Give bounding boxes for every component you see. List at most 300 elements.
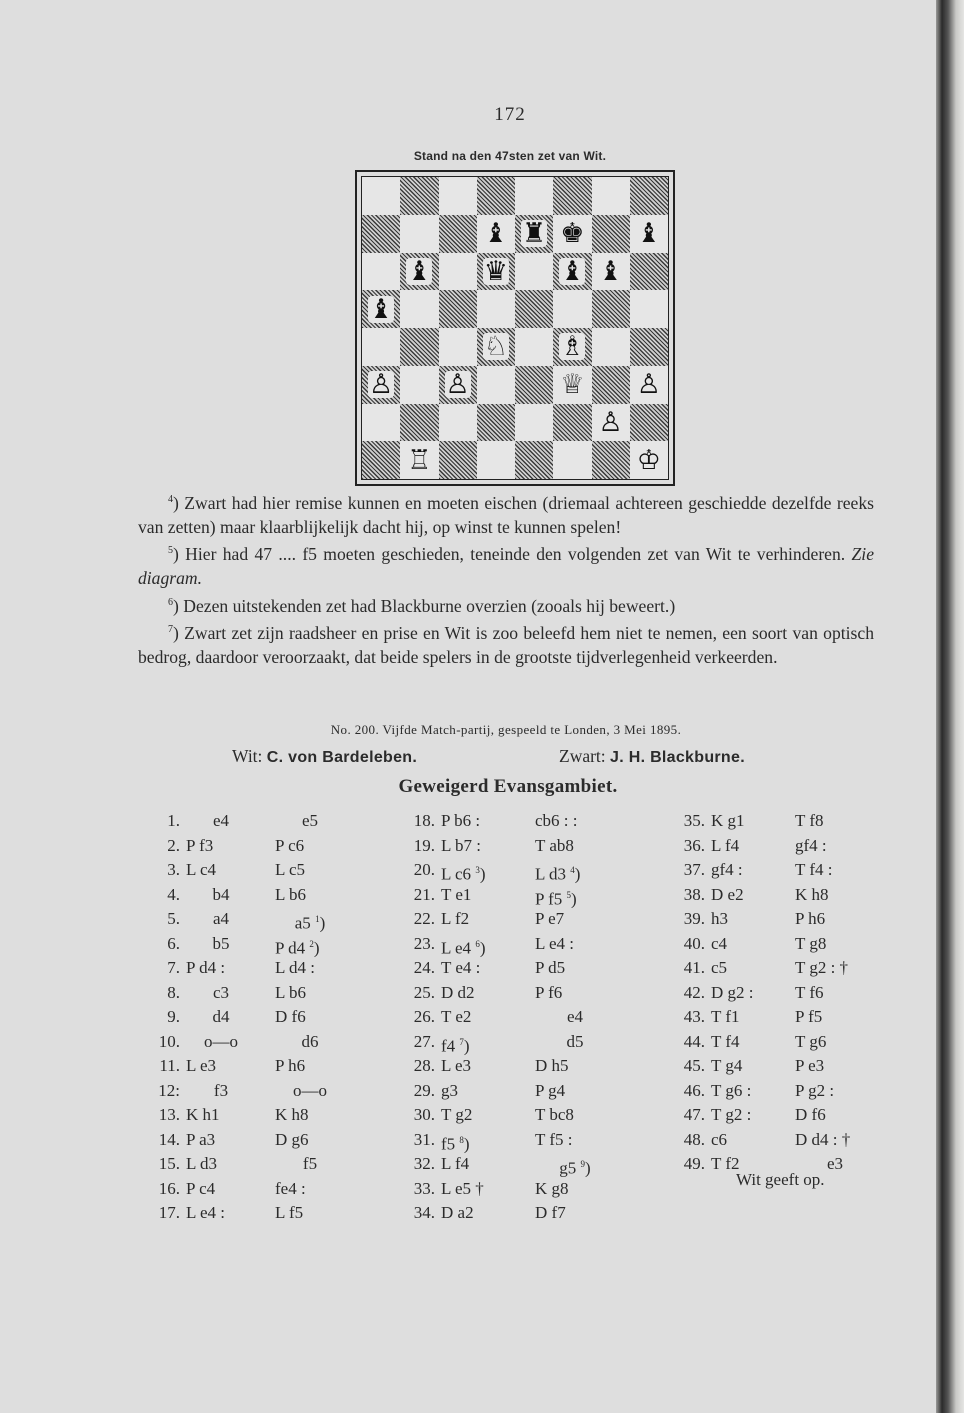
white-move: c5	[711, 958, 728, 977]
move-note-mark: 8	[459, 1134, 464, 1145]
move-row	[395, 1005, 655, 1030]
move-row	[395, 1103, 655, 1128]
board-square	[553, 290, 591, 328]
white-move: L f2	[441, 909, 470, 928]
white-move: T e2	[441, 1007, 472, 1026]
move-row	[140, 834, 400, 859]
board-square	[515, 253, 553, 291]
move-number: 1.	[167, 811, 180, 830]
move-number: 42.	[683, 982, 705, 1002]
move-number: 19.	[413, 835, 435, 855]
board-square	[400, 441, 438, 479]
move-number: 39.	[683, 909, 705, 928]
board-square	[362, 441, 400, 479]
move-row	[395, 883, 655, 908]
move-number: 2.	[167, 835, 180, 855]
chess-piece: ♝	[407, 255, 432, 287]
board-square	[515, 177, 553, 215]
board-square	[630, 290, 668, 328]
move-number: 44.	[683, 1031, 705, 1051]
diagram-caption: Stand na den 47sten zet van Wit.	[413, 149, 607, 163]
footnote-mark: 6	[168, 596, 173, 608]
move-row	[140, 1054, 400, 1079]
board-square	[477, 328, 515, 366]
chess-piece: ♙	[445, 369, 470, 401]
white-move: P a3	[186, 1129, 216, 1149]
white-move: T g2	[441, 1105, 473, 1124]
move-number: 38.	[683, 884, 705, 904]
white-move: P f3	[186, 835, 214, 855]
move-row	[395, 907, 655, 932]
move-row	[140, 1128, 400, 1153]
move-row	[140, 1152, 400, 1177]
move-row	[140, 858, 400, 883]
board-square	[553, 215, 591, 253]
black-move: e4	[566, 1007, 584, 1026]
move-row	[140, 809, 400, 834]
move-number: 43.	[683, 1007, 705, 1026]
chess-piece: ♝	[560, 255, 585, 287]
move-row	[140, 956, 400, 981]
white-move: e4	[212, 811, 230, 830]
move-number: 40.	[683, 933, 705, 953]
board-square	[439, 441, 477, 479]
chess-piece: ♖	[407, 444, 432, 476]
white-move: b5	[212, 933, 230, 953]
board-square	[515, 215, 553, 253]
black-move: P h6	[275, 1056, 306, 1075]
move-note-mark: 1	[315, 914, 320, 924]
white-move: L f4	[441, 1154, 470, 1173]
move-row	[140, 1201, 400, 1226]
move-row	[140, 907, 400, 932]
white-move: T f2	[711, 1154, 740, 1173]
board-square	[362, 177, 400, 215]
white-move: a4	[212, 909, 230, 928]
black-move: P f6	[535, 982, 563, 1002]
board-square	[400, 177, 438, 215]
move-number: 11.	[159, 1056, 180, 1075]
black-move: K g8	[535, 1178, 569, 1198]
footnote: $^6$) Dezen uitstekenden zet had Blackburne overzien (zooals hij beweert.)	[168, 595, 676, 616]
move-number: 31.	[413, 1129, 435, 1149]
black-move: P f5 $^5$)	[535, 889, 577, 909]
footnote-mark: 7	[168, 623, 173, 635]
black-move: T ab8	[535, 835, 574, 855]
chess-piece: ♝	[369, 293, 394, 325]
move-row	[665, 1005, 925, 1030]
move-row	[665, 932, 925, 957]
move-number: 30.	[413, 1105, 435, 1124]
white-move: T e1	[441, 884, 472, 904]
chess-piece: ♜	[522, 218, 547, 250]
white-move: L e5 †	[441, 1178, 484, 1198]
board-square	[592, 290, 630, 328]
board-square	[553, 404, 591, 442]
board-square	[439, 366, 477, 404]
board-square	[362, 215, 400, 253]
black-move: P h6	[795, 909, 826, 928]
game-header: No. 200. Vijfde Match-partij, gespeeld te Londen, 3 Mei 1895.	[330, 722, 682, 737]
board-square	[400, 328, 438, 366]
move-number: 20.	[413, 860, 435, 879]
black-move: gf4 :	[795, 835, 827, 855]
black-move: d6	[301, 1031, 319, 1051]
move-number: 34.	[413, 1203, 435, 1222]
white-move: L e4 $^6$)	[441, 938, 486, 958]
board-square	[400, 215, 438, 253]
board-square	[439, 328, 477, 366]
board-square	[477, 215, 515, 253]
board-square	[362, 253, 400, 291]
white-move: T f4	[711, 1031, 740, 1051]
move-row	[395, 1079, 655, 1104]
move-number: 36.	[683, 835, 705, 855]
chess-piece: ♝	[483, 218, 508, 250]
chess-piece: ♘	[483, 331, 508, 363]
board-square	[477, 177, 515, 215]
black-move: D f6	[275, 1007, 306, 1026]
black-move: T g2 : †	[795, 958, 849, 977]
black-move: P c6	[275, 835, 305, 855]
footnote: $^4$) Zwart had hier remise kunnen en moeten eischen (driemaal achtereen geschiedde dezelfde reeks van zetten) maar klaarblijkelijk dacht hij, op winst te kunnen spelen!	[138, 492, 874, 538]
board-square	[630, 177, 668, 215]
board-square	[439, 215, 477, 253]
white-move: T f1	[711, 1007, 740, 1026]
players-line	[232, 746, 832, 772]
move-number: 8.	[167, 982, 180, 1002]
white-move: L c4	[186, 860, 217, 879]
chess-piece: ♛	[483, 255, 508, 287]
footnotes	[138, 488, 874, 669]
board-square	[630, 328, 668, 366]
chess-piece: ♝	[598, 255, 623, 287]
chess-piece: ♗	[560, 331, 585, 363]
move-number: 49.	[683, 1154, 705, 1173]
move-number: 16.	[158, 1178, 180, 1198]
black-label: Zwart:	[559, 746, 606, 766]
board-square	[439, 290, 477, 328]
black-move: D f7	[535, 1203, 566, 1222]
move-row	[665, 1128, 925, 1153]
footnote-mark: 5	[168, 545, 173, 557]
move-row	[395, 809, 655, 834]
footnote: $^5$) Hier had 47 .... f5 moeten geschieden, teneinde den volgenden zet van Wit te verhinderen. Zie diagram.	[138, 544, 874, 589]
chess-piece: ♚	[560, 218, 585, 250]
move-note-mark: 2	[309, 938, 314, 949]
white-move: T e4 :	[441, 958, 481, 977]
white-move: c3	[212, 982, 230, 1002]
chess-piece: ♕	[560, 369, 585, 401]
board-square	[477, 290, 515, 328]
black-move: T f5 :	[535, 1129, 573, 1149]
move-number: 14.	[158, 1129, 180, 1149]
board-square	[592, 404, 630, 442]
move-number: 12:	[158, 1080, 180, 1100]
board-square	[515, 366, 553, 404]
move-note-mark: 7	[459, 1036, 464, 1047]
black-move: T g8	[795, 933, 827, 953]
board-square	[515, 328, 553, 366]
page-number: 172	[494, 104, 526, 125]
move-number: 46.	[683, 1080, 705, 1100]
white-move: K g1	[711, 811, 745, 830]
board-square	[515, 290, 553, 328]
board-square	[592, 366, 630, 404]
move-number: 13.	[158, 1105, 180, 1124]
move-row	[665, 883, 925, 908]
move-number: 9.	[167, 1007, 180, 1026]
board-square	[477, 404, 515, 442]
black-move: T f4 :	[795, 860, 833, 879]
black-move: T f6	[795, 982, 824, 1002]
move-row	[665, 981, 925, 1006]
board-square	[362, 404, 400, 442]
board-square	[362, 328, 400, 366]
move-number: 4.	[167, 884, 180, 904]
white-move: T g2 :	[711, 1105, 752, 1124]
board-square	[630, 441, 668, 479]
black-move: P f5	[795, 1007, 823, 1026]
black-move: a5 $^1$)	[294, 913, 326, 933]
move-number: 26.	[413, 1007, 435, 1026]
move-list	[0, 809, 936, 1229]
move-row	[140, 932, 400, 957]
move-number: 25.	[413, 982, 435, 1002]
board-square	[553, 328, 591, 366]
chess-board	[361, 176, 669, 480]
move-row	[140, 981, 400, 1006]
board-square	[592, 177, 630, 215]
move-row	[665, 834, 925, 859]
white-move: T g4	[711, 1056, 743, 1075]
move-row	[665, 907, 925, 932]
white-move: L f4	[711, 835, 740, 855]
move-number: 28.	[413, 1056, 435, 1075]
chess-piece: ♙	[598, 406, 623, 438]
black-move: o—o	[293, 1080, 327, 1100]
black-move: K h8	[795, 884, 829, 904]
chess-piece: ♔	[636, 444, 661, 476]
page-edge	[936, 0, 964, 1413]
board-square	[477, 366, 515, 404]
black-move: e3	[826, 1154, 844, 1173]
board-square	[439, 177, 477, 215]
move-row	[665, 809, 925, 834]
white-move: D g2 :	[711, 982, 754, 1002]
move-note-mark: 4	[570, 865, 575, 875]
white-move: L e4 :	[186, 1203, 226, 1222]
move-number: 5.	[167, 909, 180, 928]
black-move: e5	[301, 811, 319, 830]
move-column	[395, 809, 655, 1226]
move-note-mark: 5	[566, 889, 571, 900]
move-number: 17.	[158, 1203, 180, 1222]
board-square	[592, 215, 630, 253]
move-number: 33.	[413, 1178, 435, 1198]
board-square	[439, 404, 477, 442]
board-square	[630, 366, 668, 404]
result-text: Wit geeft op.	[736, 1170, 825, 1189]
black-move: L f5	[275, 1203, 304, 1222]
move-number: 7.	[167, 958, 180, 977]
white-move: o—o	[204, 1031, 238, 1051]
footnote-mark: 4	[168, 494, 173, 505]
footnote-italic: Zie diagram.	[138, 544, 874, 589]
black-move: L b6	[275, 884, 307, 904]
move-row	[665, 858, 925, 883]
white-move: f5 $^8$)	[441, 1134, 470, 1154]
move-row	[395, 956, 655, 981]
move-row	[395, 1030, 655, 1055]
board-square	[592, 328, 630, 366]
board-square	[553, 366, 591, 404]
opening-title: Geweigerd Evansgambiet.	[398, 776, 618, 797]
white-move: L e3	[441, 1056, 472, 1075]
white-move: L b7 :	[441, 835, 481, 855]
move-row	[665, 1079, 925, 1104]
move-column	[140, 809, 400, 1226]
move-number: 10.	[158, 1031, 180, 1051]
move-number: 35.	[683, 811, 705, 830]
move-row	[395, 981, 655, 1006]
black-move: P d5	[535, 958, 566, 977]
black-player	[559, 746, 745, 767]
white-move: P d4 :	[186, 958, 226, 977]
move-number: 37.	[683, 860, 705, 879]
board-square	[400, 366, 438, 404]
chess-diagram	[355, 170, 675, 486]
move-number: 45.	[683, 1056, 705, 1075]
chess-piece: ♙	[636, 369, 661, 401]
white-move: b4	[212, 884, 230, 904]
black-move: L c5	[275, 860, 306, 879]
black-move: K h8	[275, 1105, 309, 1124]
black-move: P g2 :	[795, 1080, 835, 1100]
move-row	[665, 1030, 925, 1055]
white-move: D e2	[711, 884, 744, 904]
move-number: 29.	[413, 1080, 435, 1100]
black-move: L d4 :	[275, 958, 315, 977]
move-number: 24.	[413, 958, 435, 977]
move-row	[395, 932, 655, 957]
white-move: g3	[441, 1080, 458, 1100]
white-move: P c4	[186, 1178, 216, 1198]
move-number: 32.	[413, 1154, 435, 1173]
move-row	[665, 956, 925, 981]
board-square	[477, 253, 515, 291]
black-move: P e7	[535, 909, 565, 928]
move-row	[140, 1177, 400, 1202]
white-move: c6	[711, 1129, 728, 1149]
white-move: L c6 $^3$)	[441, 864, 486, 884]
move-number: 23.	[413, 933, 435, 953]
move-note-mark: 3	[475, 865, 480, 875]
move-number: 27.	[413, 1031, 435, 1051]
move-row	[395, 1128, 655, 1153]
move-note-mark: 6	[475, 938, 480, 949]
move-row	[395, 834, 655, 859]
footnote: $^7$) Zwart zet zijn raadsheer en prise en Wit is zoo beleefd hem niet te nemen, een soort van optisch bedrog, daardoor veroorzaakt, dat beide spelers in de grootste tijdverlegenheid verkeerden.	[138, 622, 874, 667]
move-number: 48.	[683, 1129, 705, 1149]
white-move: f3	[213, 1080, 229, 1100]
move-number: 6.	[167, 933, 180, 953]
black-move: d5	[566, 1031, 584, 1051]
white-move: gf4 :	[711, 860, 743, 879]
white-move: D a2	[441, 1203, 474, 1222]
black-move: T bc8	[535, 1105, 574, 1124]
white-move: f4 $^7$)	[441, 1036, 470, 1056]
move-row	[395, 1201, 655, 1226]
board-square	[362, 290, 400, 328]
black-move: fe4 :	[275, 1178, 306, 1198]
board-square	[630, 215, 668, 253]
board-square	[400, 404, 438, 442]
black-move: P d4 $^2$)	[275, 938, 320, 958]
black-move: P e3	[795, 1056, 825, 1075]
board-square	[592, 253, 630, 291]
black-move: L d3 $^4$)	[535, 864, 581, 884]
move-row	[665, 1103, 925, 1128]
move-row	[395, 1152, 655, 1177]
move-number: 3.	[167, 860, 180, 879]
move-row	[665, 1054, 925, 1079]
board-square	[439, 253, 477, 291]
board-square	[630, 253, 668, 291]
black-move: f5	[302, 1154, 318, 1173]
white-label: Wit:	[232, 746, 263, 766]
black-move: T g6	[795, 1031, 827, 1051]
white-move: d4	[212, 1007, 230, 1026]
move-row	[140, 1005, 400, 1030]
board-square	[515, 404, 553, 442]
white-move: T g6 :	[711, 1080, 752, 1100]
white-player	[232, 746, 417, 767]
move-row	[395, 1177, 655, 1202]
black-move: D d4 : †	[795, 1129, 851, 1149]
move-row	[395, 1054, 655, 1079]
move-number: 47.	[683, 1105, 705, 1124]
board-square	[362, 366, 400, 404]
board-square	[477, 441, 515, 479]
white-move: D d2	[441, 982, 475, 1002]
move-number: 21.	[413, 884, 435, 904]
move-row	[140, 883, 400, 908]
white-move: L e3	[186, 1056, 217, 1075]
black-move: D h5	[535, 1056, 569, 1075]
board-square	[553, 441, 591, 479]
board-square	[592, 441, 630, 479]
move-column	[665, 809, 925, 1177]
black-move: D g6	[275, 1129, 309, 1149]
chess-piece: ♝	[636, 218, 661, 250]
black-move: P g4	[535, 1080, 566, 1100]
black-move: L b6	[275, 982, 307, 1002]
board-square	[553, 253, 591, 291]
white-move: L d3	[186, 1154, 218, 1173]
black-move: cb6 : :	[535, 811, 578, 830]
black-move: L e4 :	[535, 933, 575, 953]
board-square	[553, 177, 591, 215]
chess-piece: ♙	[369, 369, 394, 401]
white-player-name: C. von Bardeleben.	[266, 749, 418, 766]
white-move: P b6 :	[441, 811, 481, 830]
black-move: T f8	[795, 811, 824, 830]
move-row	[140, 1103, 400, 1128]
board-square	[400, 290, 438, 328]
black-move: D f6	[795, 1105, 826, 1124]
board-square	[515, 441, 553, 479]
